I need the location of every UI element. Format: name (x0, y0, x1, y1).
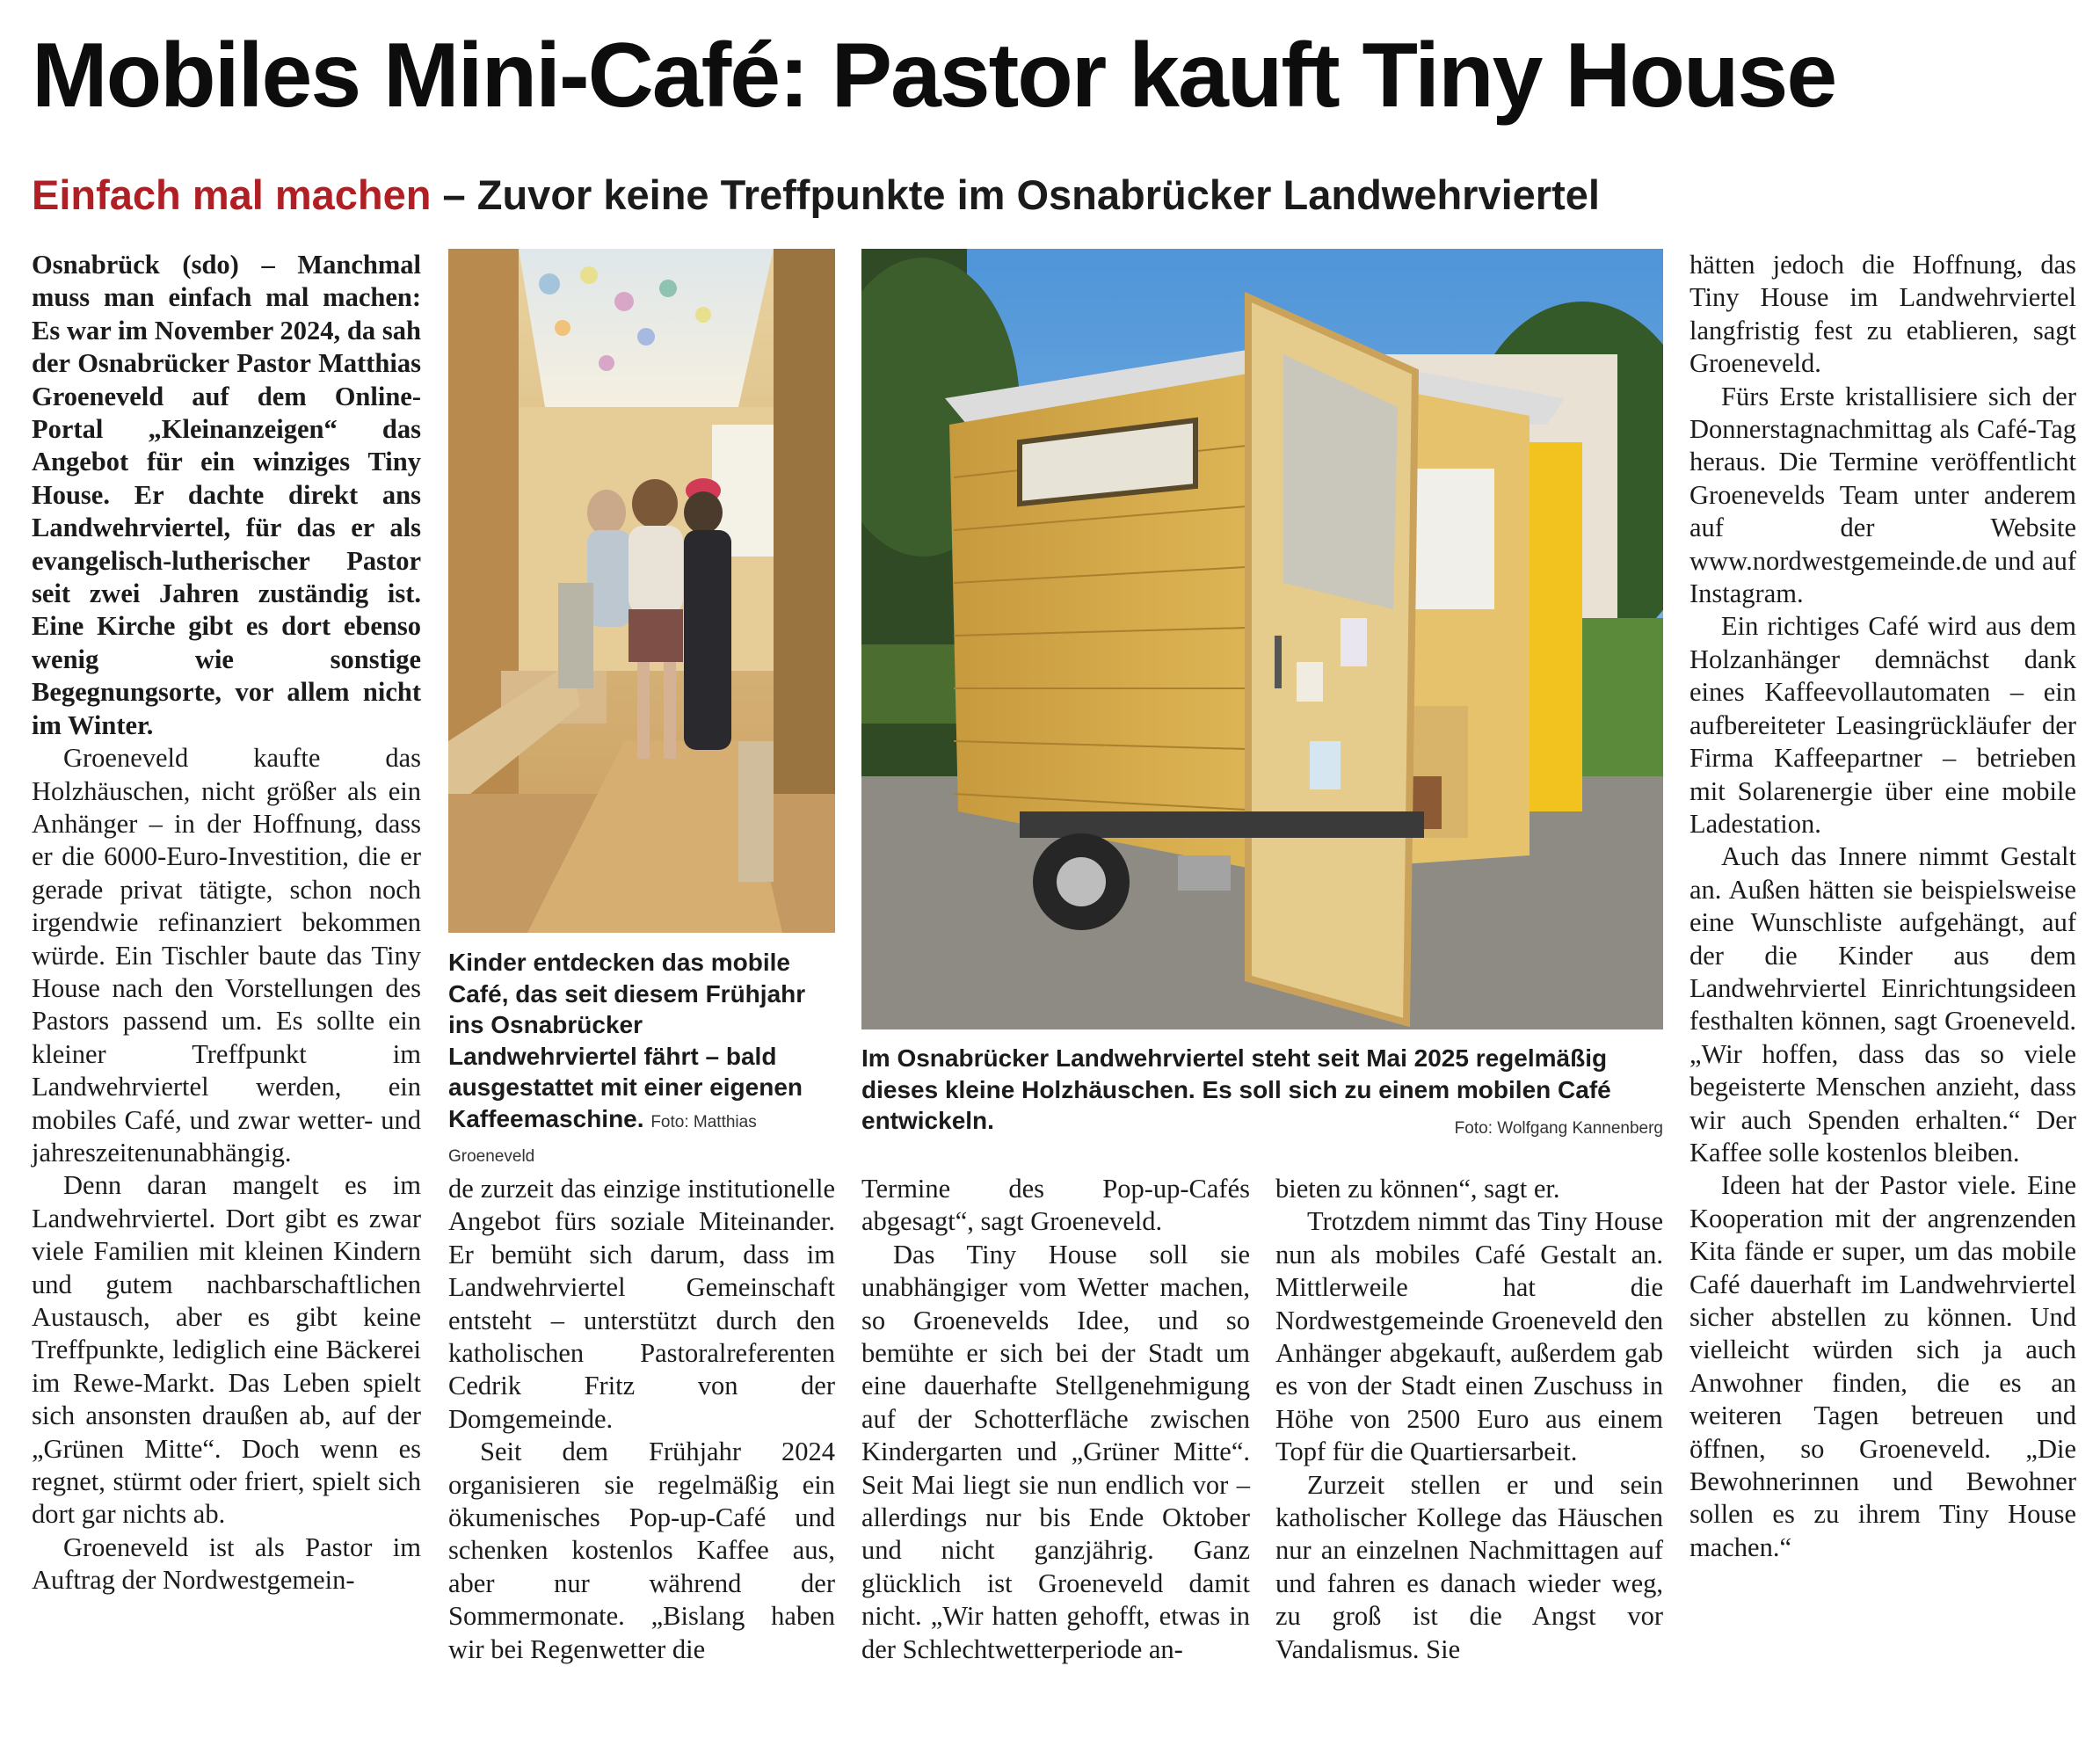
paragraph: Ein richtiges Café wird aus dem Holzanhänger demnächst dank eines Kaffeevollautomaten – ein aufbereiteter Leasingrückläufer der Firma Kaffeepartner – betrieben mit Solarenergie über eine mobile Ladestation. (1689, 611, 2076, 839)
caption-text: Kinder entdecken das mobile Café, das seit diesem Frühjahr ins Osnabrücker Landwehrviertel fährt – bald ausgestattet mit einer eigenen Kaffeemaschine. (448, 949, 806, 1132)
paragraph: Fürs Erste kristallisiere sich der Donnerstagnachmittag als Café-Tag heraus. Die Termine veröffentlicht Groenevelds Team unter anderem auf der Website www.nordwestgemeinde.de und auf Instagram. (1689, 381, 2076, 609)
photo-exterior (861, 249, 1663, 1029)
paragraph: Groeneveld ist als Pastor im Auftrag der Nordwestgemein- (32, 1531, 421, 1596)
photo-interior-image (448, 249, 835, 933)
paragraph: de zurzeit das einzige institutionelle Angebot fürs soziale Miteinander. Er bemüht sich darum, dass im Landwehrviertel Gemeinschaft entsteht – unterstützt durch den katholischen Pastoralreferenten Cedrik Fritz von der Domgemeinde. (448, 1174, 835, 1434)
paragraph: Seit dem Frühjahr 2024 organisieren sie regelmäßig ein ökumenisches Pop-up-Café und schenken kostenlos Kaffee aus, aber nur während der Sommermonate. „Bislang haben wir bei Regenwetter die (448, 1437, 835, 1664)
headline: Mobiles Mini-Café: Pastor kauft Tiny House (32, 25, 1836, 127)
paragraph: Denn daran mangelt es im Landwehrviertel. Dort gibt es zwar viele Familien mit kleinen Kindern und gutem nachbarschaftlichen Austausch, aber es gibt keine Treffpunkte, lediglich eine Bäckerei im Rewe-Markt. Das Leben spielt sich ansonsten draußen ab, auf der „Grünen Mitte“. Doch wenn es regnet, stürmt oder friert, spielt sich dort gar nichts ab. (32, 1170, 421, 1530)
subheadline (32, 171, 2080, 220)
photo-interior (448, 249, 835, 933)
subtitle: – Zuvor keine Treffpunkte im Osnabrücker Landwehrviertel (431, 171, 1600, 218)
caption-text: Im Osnabrücker Landwehrviertel steht seit Mai 2025 regelmäßig dieses kleine Holzhäuschen. Es soll sich zu einem mobilen Café entwickeln. (861, 1044, 1611, 1134)
kicker: Einfach mal machen (32, 171, 432, 218)
article-column-1 (32, 249, 421, 1597)
article-column-2 (448, 1173, 835, 1666)
paragraph: Ideen hat der Pastor viele. Eine Kooperation mit der angrenzenden Kita fände er super, um das mobile Café dauerhaft im Landwehrviertel sicher abstellen zu können. Und vielleicht würden sich ja auch Anwohner finden, die es an weiteren Tagen betreuen und öffnen, so Groeneveld. „Die Bewohnerinnen und Bewohner sollen es zu ihrem Tiny House machen.“ (1689, 1170, 2076, 1562)
paragraph: Groeneveld kaufte das Holzhäuschen, nicht größer als ein Anhänger – in der Hoffnung, dass er die 6000-Euro-Investition, die er gerade privat tätigte, schon noch irgendwie refinanziert bekommen würde. Ein Tischler baute das Tiny House nach den Vorstellungen des Pastors passend um. Es sollte ein kleiner Treffpunkt im Landwehrviertel werden, ein mobiles Café, und zwar wetter- und jahreszeitenunabhängig. (32, 743, 421, 1168)
paragraph: Termine des Pop-up-Cafés abgesagt“, sagt Groeneveld. (861, 1174, 1250, 1237)
paragraph: bieten zu können“, sagt er. (1275, 1174, 1560, 1204)
photo-exterior-image (861, 249, 1663, 1029)
paragraph: Zurzeit stellen er und sein katholischer Kollege das Häuschen nur an einzelnen Nachmittagen auf und fahren es danach wieder weg, zu groß ist die Angst vor Vandalismus. Sie (1275, 1469, 1663, 1664)
photo-credit: Foto: Matthias Groeneveld (448, 1112, 757, 1166)
paragraph: Auch das Innere nimmt Gestalt an. Außen hätten sie beispielsweise eine Wunschliste aufgehängt, auf der die Kinder aus dem Landwehrviertel Einrichtungsideen festhalten können, sagt Groeneveld. „Wir hoffen, dass das so viele begeisterte Menschen anzieht, dass wir auch Spenden erhalten.“ Der Kaffee solle kostenlos bleiben. (1689, 841, 2076, 1168)
lead-paragraph: Osnabrück (sdo) – Manchmal muss man einfach mal machen: Es war im November 2024, da sah der Osnabrücker Pastor Matthias Groeneveld auf dem Online-Portal „Kleinanzeigen“ das Angebot für ein winziges Tiny House. Er dachte direkt ans Landwehrviertel, für das er als evangelisch-lutherischer Pastor seit zwei Jahren zuständig ist. Eine Kirche gibt es dort ebenso wenig wie sonstige Begegnungsorte, vor allem nicht im Winter. (32, 250, 421, 740)
paragraph: Das Tiny House soll sie unabhängiger vom Wetter machen, so Groenevelds Idee, und so bemühte er sich bei der Stadt um eine dauerhafte Stellgenehmigung auf der Schotterfläche zwischen Kindergarten und „Grüner Mitte“. Seit Mai liegt sie nun endlich vor – allerdings nur bis Ende Oktober und nicht ganzjährig. Ganz glücklich ist Groeneveld damit nicht. „Wir hatten gehofft, etwas in der Schlechtwetterperiode an- (861, 1239, 1250, 1664)
photo-interior-caption (448, 947, 835, 1173)
article-column-4 (1275, 1173, 1663, 1666)
paragraph: hätten jedoch die Hoffnung, das Tiny House im Landwehrviertel langfristig fest zu etablieren, sagt Groeneveld. (1689, 250, 2076, 379)
article-column-3 (861, 1173, 1250, 1666)
article-column-5 (1689, 249, 2076, 1564)
paragraph: Trotzdem nimmt das Tiny House nun als mobiles Café Gestalt an. Mittlerweile hat die Nordwestgemeinde Groeneveld den Anhänger abgekauft, außerdem gab es von der Stadt einen Zuschuss in Höhe von 2500 Euro aus einem Topf für die Quartiersarbeit. (1275, 1206, 1663, 1467)
photo-credit: Foto: Wolfgang Kannenberg (1454, 1119, 1663, 1138)
